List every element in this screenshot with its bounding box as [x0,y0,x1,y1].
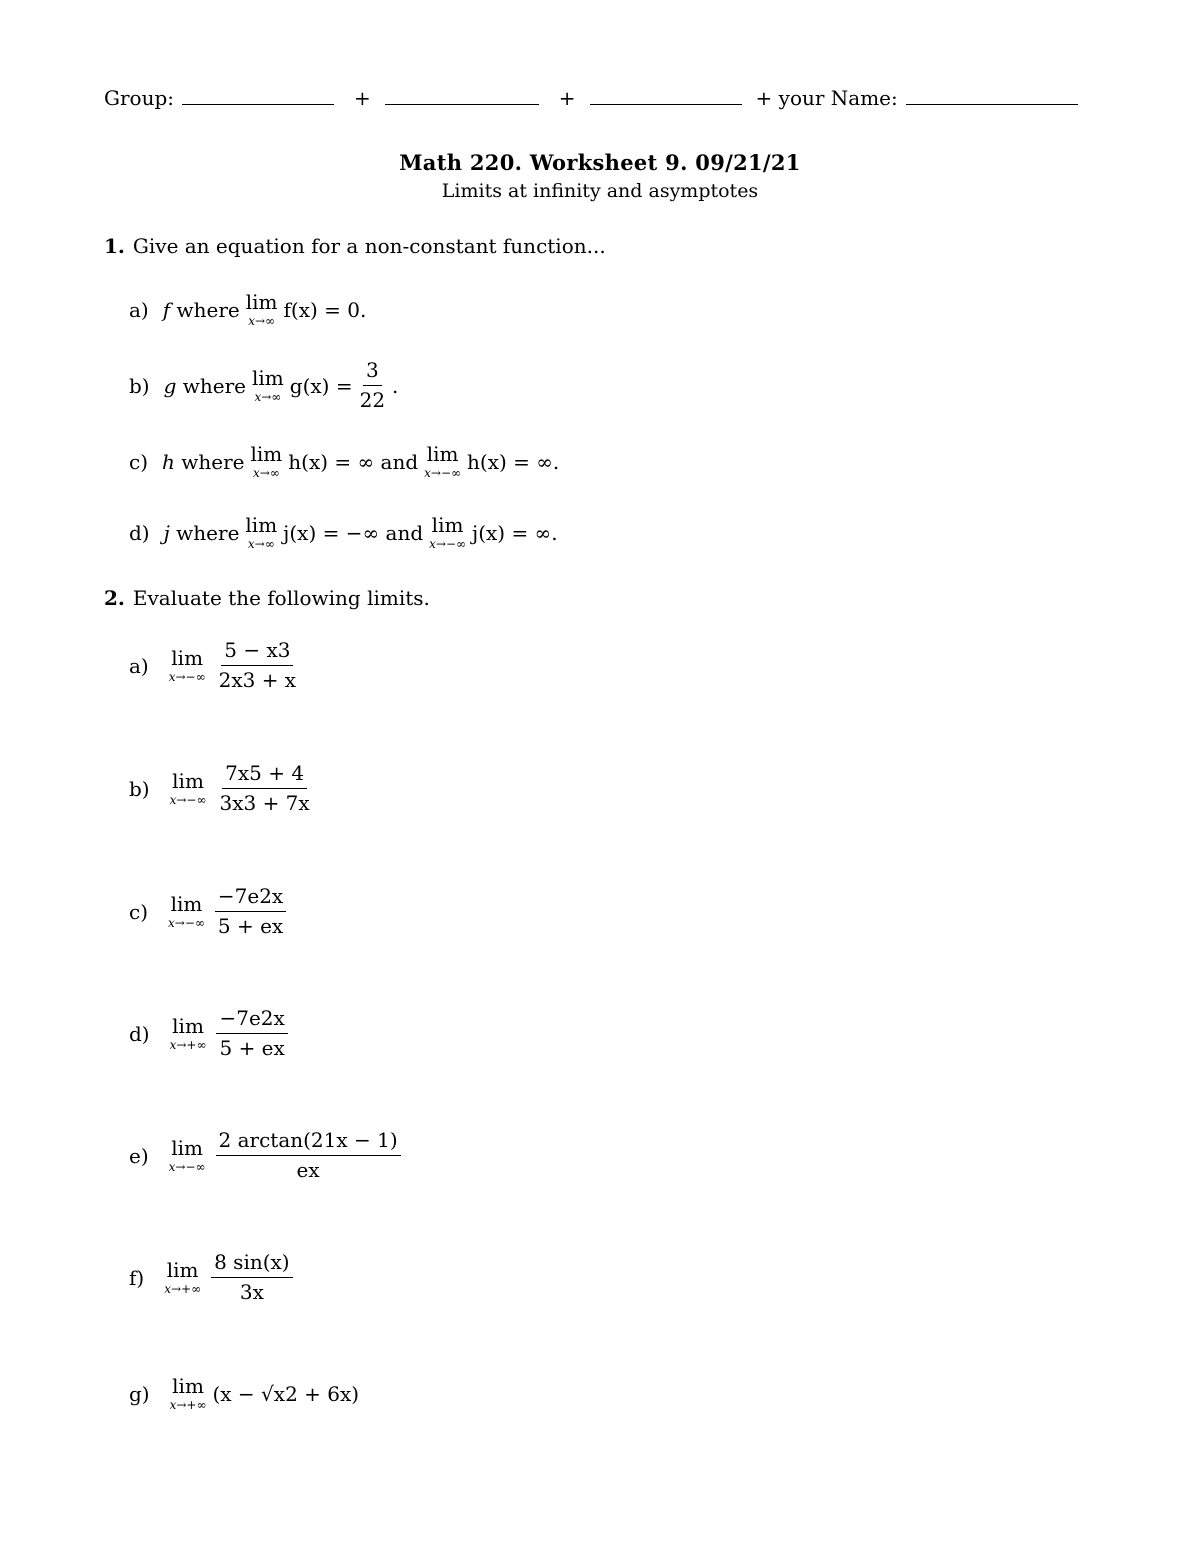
limit-operator [169,648,206,683]
limit-expression: j(x) = ∞. [472,520,558,545]
your-name-blank[interactable] [906,86,1078,105]
limit-subscript: x→∞ [247,537,275,551]
lim-word: lim [245,513,278,537]
limit-subscript: x→∞ [248,314,276,328]
question-1-heading [104,234,606,258]
denominator: 5 + ex [217,914,284,938]
part-label: d) [129,520,150,545]
function-name: f [162,297,171,322]
part-label: c) [129,899,149,924]
fraction [216,640,299,691]
fraction [216,763,312,814]
function-name: j [163,520,170,545]
numerator: −7e2x [216,1008,287,1034]
q2-part-g [129,1376,359,1411]
q2-part-d [129,1008,292,1059]
limit-operator [246,292,278,327]
limit-operator [170,1376,207,1411]
part-label: a) [129,653,149,678]
q2-part-f [129,1252,297,1303]
where-text: where [182,373,247,398]
period: . [392,373,399,398]
page-subtitle: Limits at infinity and asymptotes [441,180,759,202]
lim-word: lim [426,442,459,466]
numerator: 8 sin(x) [211,1252,293,1278]
group-member-blank-2[interactable] [385,86,539,105]
limit-expression: (x − √x2 + 6x) [212,1381,360,1406]
limit-operator [170,771,207,806]
q2-part-c [129,886,290,937]
q1-part-b [129,360,398,411]
part-label: d) [129,1021,150,1046]
question-prompt: Give an equation for a non-constant function... [132,234,606,258]
limit-subscript: x→+∞ [169,1398,207,1412]
limit-subscript: x→∞ [252,466,280,480]
numerator: 3 [363,360,382,386]
limit-operator [429,515,466,550]
lim-word: lim [252,366,284,390]
limit-expression: h(x) = ∞. [467,449,560,474]
and-text: and [380,449,419,474]
part-label: b) [129,776,150,801]
denominator: ex [296,1158,320,1182]
fraction [357,360,388,411]
group-member-blank-1[interactable] [182,86,334,105]
limit-operator [168,894,205,929]
limit-expression: h(x) = ∞ [288,449,375,474]
q1-part-a [129,292,366,327]
q2-part-b [129,763,317,814]
limit-operator [169,1138,206,1173]
limit-operator [424,444,461,479]
lim-word: lim [172,769,204,793]
part-label: c) [129,449,149,474]
fraction [216,1130,401,1181]
limit-subscript: x→−∞ [168,1160,206,1174]
question-number: 2. [104,586,125,610]
limit-subscript: x→−∞ [168,916,205,930]
part-label: b) [129,373,150,398]
lim-word: lim [431,513,464,537]
numerator: 5 − x3 [221,640,293,666]
denominator: 22 [359,388,386,412]
limit-expression: j(x) = −∞ [283,520,380,545]
function-name: h [162,449,175,474]
lim-word: lim [250,442,283,466]
denominator: 2x3 + x [218,668,297,692]
lim-word: lim [172,1374,204,1398]
and-text: and [385,520,424,545]
group-label: Group: [104,86,174,110]
limit-operator [164,1260,201,1295]
denominator: 5 + ex [219,1036,285,1060]
question-2-heading [104,586,430,610]
group-header [104,86,1078,110]
fraction [211,1252,293,1303]
limit-operator [170,1016,207,1051]
numerator: −7e2x [215,886,286,912]
fraction [215,886,286,937]
q1-part-d [129,515,558,550]
lim-word: lim [245,290,278,314]
limit-subscript: x→−∞ [169,793,207,807]
numerator: 2 arctan(21x − 1) [216,1130,401,1156]
function-name: g [163,373,177,398]
group-member-blank-3[interactable] [590,86,742,105]
denominator: 3x3 + 7x [219,791,310,815]
lim-word: lim [171,646,204,670]
limit-operator [251,444,283,479]
page-title: Math 220. Worksheet 9. 09/21/21 [399,150,801,175]
limit-subscript: x→∞ [254,390,282,404]
plus-sign: + [558,86,576,110]
question-number: 1. [104,234,125,258]
fraction [216,1008,287,1059]
limit-subscript: x→+∞ [169,1038,207,1052]
part-label: g) [129,1381,150,1406]
limit-subscript: x→−∞ [168,670,206,684]
lim-word: lim [171,1136,203,1160]
q2-part-a [129,640,303,691]
where-text: where [181,449,245,474]
lim-word: lim [170,892,203,916]
limit-operator [245,515,277,550]
plus-sign: + [354,86,371,110]
where-text: where [176,520,240,545]
numerator: 7x5 + 4 [222,763,307,789]
limit-expression: f(x) = 0. [283,297,367,322]
q2-part-e [129,1130,405,1181]
part-label: f) [129,1265,145,1290]
part-label: e) [129,1143,149,1168]
limit-subscript: x→−∞ [424,466,462,480]
name-label: + your Name: [755,86,898,110]
part-label: a) [129,297,149,322]
limit-subscript: x→−∞ [429,537,466,551]
limit-expression: g(x) = [289,373,353,398]
lim-word: lim [172,1014,204,1038]
lim-word: lim [166,1258,199,1282]
question-prompt: Evaluate the following limits. [132,586,430,610]
limit-operator [252,368,284,403]
limit-subscript: x→+∞ [164,1282,202,1296]
denominator: 3x [239,1280,264,1304]
q1-part-c [129,444,559,479]
where-text: where [176,297,240,322]
